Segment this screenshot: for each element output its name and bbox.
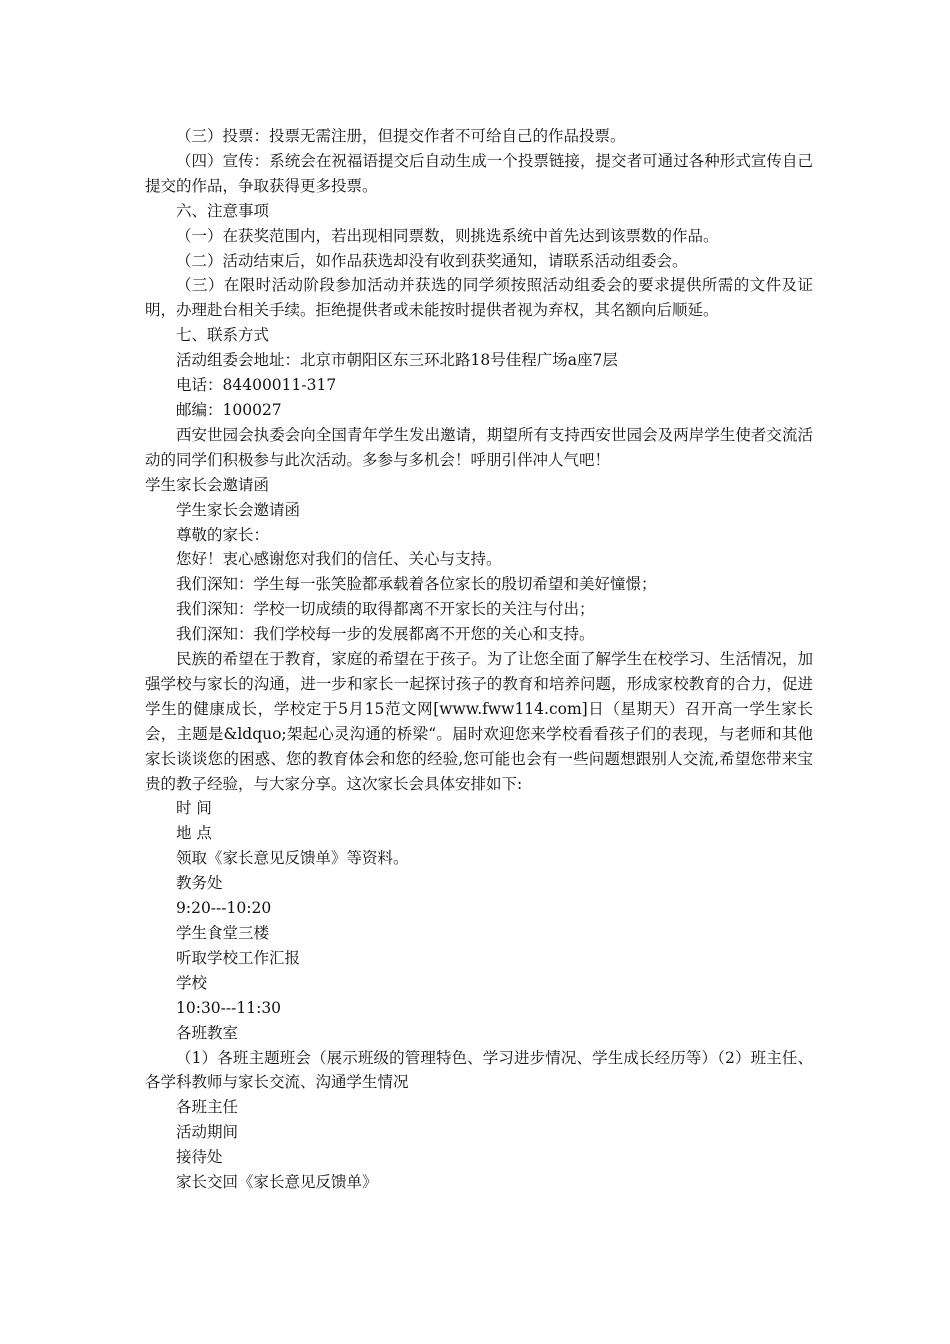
heading-notes: 六、注意事项 [176, 201, 270, 220]
paragraph-note-1: （一）在获奖范围内，若出现相同票数，则挑选系统中首先达到该票数的作品。 [176, 226, 719, 245]
contact-postcode: 邮编：100027 [176, 400, 282, 419]
heading-contact: 七、联系方式 [176, 326, 270, 345]
paragraph-promotion: （四）宣传：系统会在祝福语提交后自动生成一个投票链接，提交者可通过各种形式宣传自己提交的作品，争取获得更多投票。 [145, 151, 813, 195]
schedule-item: 9:20---10:20 [176, 899, 272, 918]
paragraph-voting: （三）投票：投票无需注册，但提交作者不可给自己的作品投票。 [176, 127, 626, 145]
schedule-item: （1）各班主题班会（展示班级的管理特色、学习进步情况、学生成长经历等）（2）班主任、各学科教师与家长交流、沟通学生情况 [145, 1048, 813, 1092]
schedule-item: 家长交回《家长意见反馈单》 [176, 1173, 378, 1192]
schedule-item: 听取学校工作汇报 [176, 948, 301, 967]
section-title: 学生家长会邀请函 [145, 475, 270, 494]
document-page [145, 124, 813, 1195]
letter-line-2: 我们深知：学校一切成绩的取得都离不开家长的关注与付出； [176, 600, 595, 619]
schedule-item: 活动期间 [176, 1123, 239, 1142]
paragraph-invitation: 西安世园会执委会向全国青年学生发出邀请，期望所有支持西安世园会及两岸学生使者交流活动的同学们积极参与此次活动。多参与多机会！呼朋引伴冲人气吧！ [145, 425, 813, 469]
schedule-item: 学生食堂三楼 [176, 924, 270, 942]
schedule-item: 教务处 [176, 874, 223, 893]
letter-line-1: 我们深知：学生每一张笑脸都承载着各位家长的殷切希望和美好憧憬； [176, 575, 657, 594]
contact-phone: 电话：84400011-317 [176, 376, 337, 395]
schedule-item: 10:30---11:30 [176, 998, 282, 1017]
contact-address: 活动组委会地址：北京市朝阳区东三环北路18号佳程广场a座7层 [176, 351, 618, 370]
schedule-item: 领取《家长意见反馈单》等资料。 [176, 849, 409, 868]
schedule-time-header: 时 间 [176, 799, 212, 818]
paragraph-note-3: （三）在限时活动阶段参加活动并获选的同学须按照活动组委会的要求提供所需的文件及证明，办理赴台相关手续。拒绝提供者或未能按时提供者视为弃权，其名额向后顺延。 [145, 276, 813, 320]
letter-title: 学生家长会邀请函 [176, 500, 301, 519]
schedule-item: 各班主任 [176, 1098, 239, 1117]
letter-greeting: 您好！衷心感谢您对我们的信任、关心与支持。 [176, 550, 502, 569]
letter-salutation: 尊敬的家长： [176, 525, 270, 544]
schedule-item: 学校 [176, 973, 208, 992]
schedule-place-header: 地 点 [176, 824, 212, 843]
paragraph-note-2: （二）活动结束后，如作品获选却没有收到获奖通知，请联系活动组委会。 [176, 251, 688, 270]
schedule-item: 接待处 [176, 1148, 223, 1167]
schedule-item: 各班教室 [176, 1023, 239, 1042]
letter-body: 民族的希望在于教育，家庭的希望在于孩子。为了让您全面了解学生在校学习、生活情况，加强学校与家长的沟通，进一步和家长一起探讨孩子的教育和培养问题，形成家校教育的合力，促进学生的健康成长，学校定于5月15范文网[www.fww114.com]日（星期天）召开高一学生家长会，主题是&ldquo;架起心灵沟通的桥梁“。届时欢迎您来学校看看孩子们的表现，与老师和其他家长谈谈您的困惑、您的教育体会和您的经验,您可能也会有一些问题想跟别人交流,希望您带来宝贵的教子经验，与大家分享。这次家长会具体安排如下: [145, 650, 813, 793]
letter-line-3: 我们深知：我们学校每一步的发展都离不开您的关心和支持。 [176, 625, 595, 644]
